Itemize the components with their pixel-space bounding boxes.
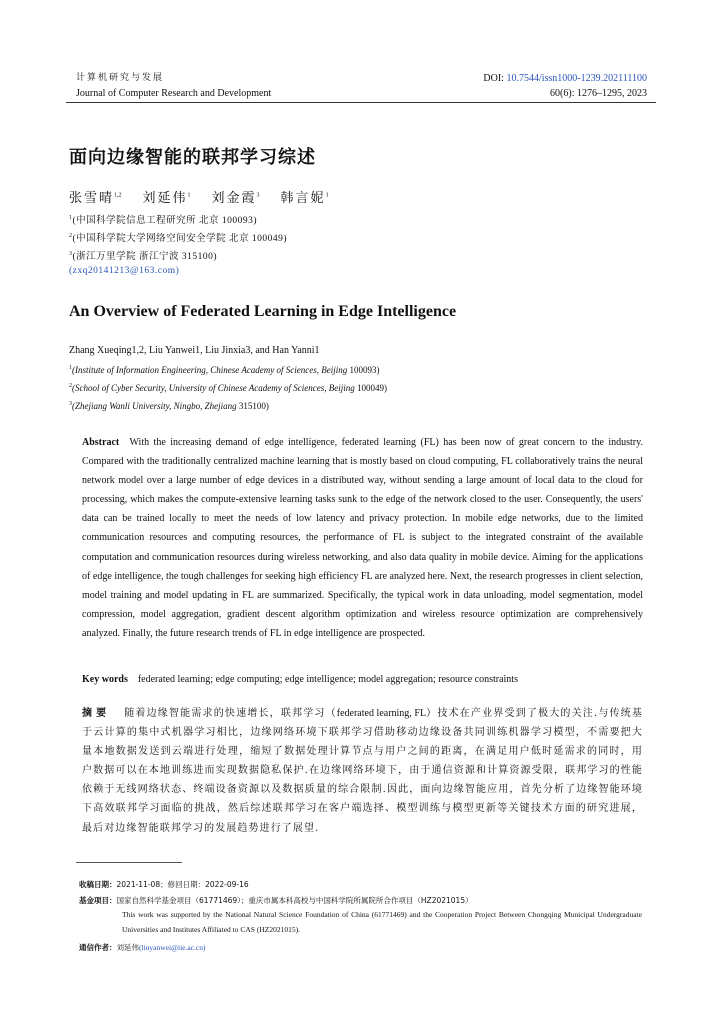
abstract-cn-label: 摘要 (82, 708, 111, 719)
journal-header-left (76, 71, 271, 101)
affiliation-cn (69, 248, 217, 264)
funding-label: 基金项目： (79, 896, 117, 905)
affiliation-sup: 3 (69, 251, 73, 257)
author-cn-name: 张雪晴 (69, 190, 115, 205)
affiliation-sup: 2 (69, 383, 72, 389)
author-email-link[interactable]: (zxq20141213@163.com) (69, 266, 180, 276)
affiliation-text: (中国科学院信息工程研究所 北京 100093) (72, 216, 258, 227)
doi-link[interactable]: 10.7544/issn1000-1239.202111100 (506, 73, 647, 84)
doi-label: DOI: (483, 73, 504, 84)
journal-name-cn: 计算机研究与发展 (76, 73, 165, 83)
abstract-cn-en-term: federated learning, FL (336, 708, 427, 719)
affiliation-sup: 1 (69, 365, 72, 371)
author-cn-name: 刘延伟 (142, 190, 188, 205)
author-cn-name: 刘金霞 (211, 190, 257, 205)
affiliation-cn (69, 230, 287, 246)
corresponding-email-link[interactable]: (liuyanwei@iie.ac.cn) (139, 943, 206, 952)
footnote-dates (79, 879, 249, 890)
abstract-label: Abstract (82, 437, 120, 448)
paper-title-en: An Overview of Federated Learning in Edge Intelligence (69, 303, 457, 320)
affiliation-en (69, 365, 380, 375)
paper-title-cn: 面向边缘智能的联邦学习综述 (69, 147, 316, 168)
author-cn-sup: 1,2 (114, 192, 122, 199)
header-divider (66, 102, 656, 103)
affiliation-name: (Zhejiang Wanli University, Ningbo, Zhejiang (72, 401, 239, 411)
author-cn-name: 韩言妮 (280, 190, 326, 205)
authors-cn (69, 187, 329, 206)
affiliation-code: 100093) (349, 365, 380, 375)
abstract-cn-text-2: ）技术在产业界受到了极大的关注.与传统基于云计算的集中式机器学习相比，边缘网络环境下联邦学习借助移动边缘设备共同训练机器学习模型，不需要把大量本地数据发送到云端进行处理，缩短了数据处理计算节点与用户之间的距离，在满足用户低时延需求的同时，用户数据可以在本地训练进而实现数据隐私保护.在边缘网络环境下，由于通信资源和计算资源受限，联邦学习的性能依赖于无线网络状态、终端设备资源以及数据质量的综合限制.因此，面向边缘智能应用，首先分析了边缘智能环境下高效联邦学习面临的挑战，然后综述联邦学习在客户端选择、模型训练与模型更新等关键技术方面的研究进展，最后对边缘智能联邦学习的发展趋势进行了展望. (82, 708, 644, 834)
author-cn-sup: 3 (256, 192, 260, 199)
authors-en: Zhang Xueqing1,2, Liu Yanwei1, Liu Jinxia3, and Han Yanni1 (69, 345, 320, 356)
keywords-label: Key words (82, 674, 128, 685)
abstract-text: With the increasing demand of edge intelligence, federated learning (FL) has been now of great concern to the industry. Compared with the traditionally centralized machine learning that is mostly based on cloud computing, FL collaboratively trains the neural network model over a large number of edge devices in a distributed way, without sending a large amount of local data to the cloud for processing, which makes the compute-extensive learning tasks sunk to the edge of the network closed to the user. Consequently, the users' data can be trained locally to meet the needs of low latency and privacy protection. In mobile edge networks, due to the limited communication resources and computing resources, the performance of FL is subject to the integrated constraint of the available computation and communication resources during wireless networking, and also data quality in mobile device. Aiming for the applications of edge intelligence, the tough challenges for seeking high efficiency FL are analyzed here. Next, the research progresses in client selection, model training and model updating in FL are summarized. Specifically, the typical work in data unloading, model segmentation, model compression, model aggregation, gradient descent algorithm optimization and wireless resource optimization are comprehensively analyzed. Finally, the future research trends of FL in edge intelligence are prospected. (82, 437, 643, 639)
affiliation-name: (School of Cyber Security, University of Chinese Academy of Sciences, Beijing (72, 383, 358, 393)
affiliation-text: (中国科学院大学网络空间安全学院 北京 100049) (72, 234, 288, 245)
footnote-corresponding (79, 942, 205, 953)
corresponding-name: 刘延伟 (116, 943, 139, 952)
funding-text-en: This work was supported by the National Natural Science Foundation of China (61771469) and the Cooperation Project Between Chongqing Municipal Undergraduate Universities and Institutes Affiliated to CAS (HZ2021015). (122, 910, 642, 934)
affiliation-cn (69, 212, 257, 228)
doi-line (483, 71, 647, 86)
author-cn-sup: 1 (325, 192, 329, 199)
footnote-divider (76, 862, 182, 863)
affiliation-sup: 2 (69, 233, 73, 239)
volume-info: 60(6): 1276–1295, 2023 (550, 88, 647, 99)
corresponding-label: 通信作者： (79, 943, 117, 952)
affiliation-name: (Institute of Information Engineering, Chinese Academy of Sciences, Beijing (72, 365, 350, 375)
affiliation-en (69, 383, 387, 393)
dates-text: 2021-11-08；修回日期：2022-09-16 (116, 880, 249, 889)
funding-text-cn: 国家自然科学基金项目（61771469）；重庆市属本科高校与中国科学院所属院所合作项目（HZ2021015） (116, 896, 473, 905)
affiliation-sup: 1 (69, 215, 73, 221)
affiliation-sup: 3 (69, 401, 72, 407)
journal-header-right (483, 71, 647, 101)
affiliation-text: (浙江万里学院 浙江宁波 315100) (72, 252, 218, 263)
affiliation-code: 100049) (357, 383, 388, 393)
author-cn-sup: 1 (187, 192, 191, 199)
abstract-cn (82, 704, 643, 838)
journal-name-en: Journal of Computer Research and Development (76, 88, 272, 99)
abstract-cn-text-1: 随着边缘智能需求的快速增长，联邦学习（ (124, 708, 337, 719)
affiliation-code: 315100) (238, 401, 269, 411)
footnote-funding (79, 895, 473, 906)
keywords-en (82, 674, 518, 685)
abstract-en (82, 433, 643, 643)
dates-label: 收稿日期： (79, 880, 117, 889)
affiliation-en (69, 401, 269, 411)
keywords-text: federated learning; edge computing; edge intelligence; model aggregation; resource constraints (137, 674, 518, 685)
